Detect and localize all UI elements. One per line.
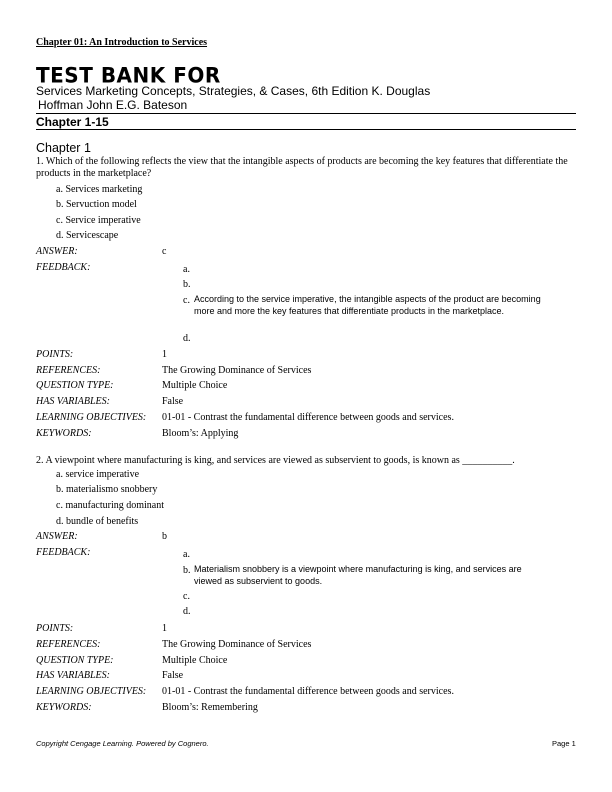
- question-2-learning-objectives-value: 01-01 - Contrast the fundamental difference between goods and services.: [162, 686, 454, 697]
- question-1-references-value: The Growing Dominance of Services: [162, 365, 312, 376]
- question-2-has-variables-value: False: [162, 670, 184, 681]
- question-1-learning-objectives-label: LEARNING OBJECTIVES:: [36, 412, 147, 423]
- question-1-has-variables-value: False: [162, 396, 184, 407]
- footer-copyright: Copyright Cengage Learning. Powered by Cognero.: [36, 739, 209, 748]
- question-1-points-value: 1: [162, 349, 167, 360]
- question-1-feedback-b: b.: [183, 279, 191, 290]
- question-2-option-b: b. materialismo snobbery: [56, 484, 158, 495]
- question-1-question-type-value: Multiple Choice: [162, 380, 228, 391]
- question-2-option-d: d. bundle of benefits: [56, 516, 139, 527]
- question-2-question-type-value: Multiple Choice: [162, 655, 228, 666]
- question-2-feedback-label: FEEDBACK:: [36, 547, 91, 558]
- chapter-range-divider: [36, 129, 576, 130]
- title-divider: [36, 113, 576, 114]
- question-2-answer-value: b: [162, 531, 167, 542]
- question-1-option-d: d. Servicescape: [56, 230, 119, 241]
- question-2-feedback-d: d.: [183, 606, 191, 617]
- question-2-references-label: REFERENCES:: [36, 639, 101, 650]
- question-1-learning-objectives-value: 01-01 - Contrast the fundamental difference between goods and services.: [162, 412, 454, 423]
- question-1-option-c: c. Service imperative: [56, 215, 141, 226]
- question-1-feedback-label: FEEDBACK:: [36, 262, 91, 273]
- question-1-option-b: b. Servuction model: [56, 199, 137, 210]
- question-1-option-a: a. Services marketing: [56, 184, 143, 195]
- question-1-text: 1. Which of the following reflects the view that the intangible aspects of products are becoming the key features that differentiate the products in the marketplace?: [36, 156, 568, 179]
- question-2-feedback-b: b.: [183, 565, 191, 576]
- question-1-answer-value: c: [162, 246, 167, 257]
- question-2-keywords-label: KEYWORDS:: [36, 702, 92, 713]
- question-1-keywords-label: KEYWORDS:: [36, 428, 92, 439]
- question-1-feedback-a: a.: [183, 264, 190, 275]
- question-2-points-value: 1: [162, 623, 167, 634]
- question-2-points-label: POINTS:: [36, 623, 74, 634]
- question-2-question-type-label: QUESTION TYPE:: [36, 655, 114, 666]
- question-1-question-type-label: QUESTION TYPE:: [36, 380, 114, 391]
- chapter-heading: Chapter 01: An Introduction to Services: [36, 37, 208, 48]
- book-title-line-2: Hoffman John E.G. Bateson: [38, 98, 188, 112]
- question-2-feedback-text: Materialism snobbery is a viewpoint where manufacturing is king, and services are viewed as subservient to goods.: [194, 564, 522, 586]
- chapter-label: Chapter 1: [36, 141, 91, 155]
- book-title-line-1: Services Marketing Concepts, Strategies, & Cases, 6th Edition K. Douglas: [36, 84, 431, 98]
- question-1-feedback-d: d.: [183, 333, 191, 344]
- question-2-learning-objectives-label: LEARNING OBJECTIVES:: [36, 686, 147, 697]
- question-1-has-variables-label: HAS VARIABLES:: [36, 396, 110, 407]
- question-2-keywords-value: Bloom’s: Remembering: [162, 702, 258, 713]
- question-1-feedback-c: c.: [183, 295, 190, 306]
- question-2-answer-label: ANSWER:: [36, 531, 78, 542]
- chapter-range: Chapter 1-15: [36, 115, 109, 129]
- question-2-feedback-a: a.: [183, 549, 190, 560]
- question-2-feedback-c: c.: [183, 591, 190, 602]
- question-2-option-c: c. manufacturing dominant: [56, 500, 165, 511]
- question-1-points-label: POINTS:: [36, 349, 74, 360]
- question-2-option-a: a. service imperative: [56, 469, 140, 480]
- question-1-feedback-text: According to the service imperative, the intangible aspects of the product are becoming more and more the key features that differentiate products in the marketplace.: [194, 294, 541, 316]
- question-1-answer-label: ANSWER:: [36, 246, 78, 257]
- question-2-references-value: The Growing Dominance of Services: [162, 639, 312, 650]
- test-bank-title: TEST BANK FOR: [36, 62, 221, 88]
- question-1-keywords-value: Bloom’s: Applying: [162, 428, 239, 439]
- question-2-has-variables-label: HAS VARIABLES:: [36, 670, 110, 681]
- question-1-references-label: REFERENCES:: [36, 365, 101, 376]
- question-2-text: 2. A viewpoint where manufacturing is king, and services are viewed as subservient to goods, is known as __________.: [36, 455, 515, 466]
- footer-page-number: Page 1: [552, 739, 576, 748]
